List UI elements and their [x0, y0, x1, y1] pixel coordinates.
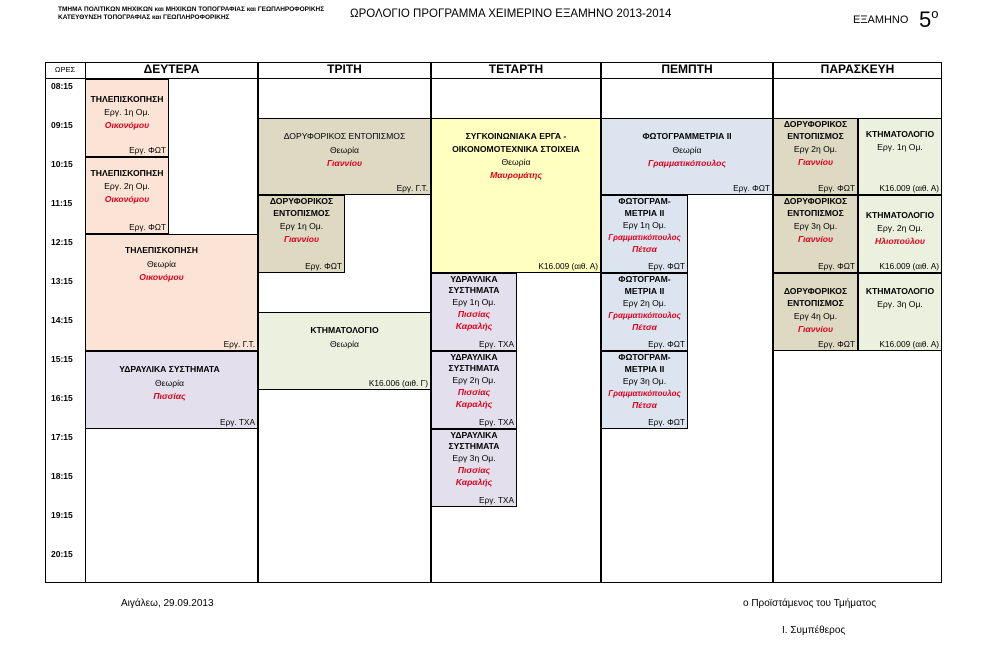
session-block	[258, 195, 345, 273]
session-block	[858, 195, 942, 273]
instructor-name: Μαυρομάτης	[490, 170, 542, 180]
instructor-name: Πέτσα	[632, 322, 657, 332]
instructor-name: Οικονόμου	[104, 194, 150, 204]
course-title-line-2: ΣΥΣΤΗΜΑΤΑ	[448, 363, 500, 373]
room-label: Εργ. Γ.Τ.	[396, 183, 428, 193]
department-header	[58, 6, 324, 22]
instructor-name: Γιαννίου	[797, 324, 834, 334]
room-label: Κ16.009 (αιθ. Α)	[538, 261, 598, 271]
instructor-name: Γιαννίου	[283, 234, 320, 244]
instructor-name: Πισσίας	[457, 309, 491, 319]
day-header-tuesday: ΤΡΙΤΗ	[327, 62, 362, 76]
course-title-line-2: ΣΥΣΤΗΜΑΤΑ	[448, 285, 500, 295]
department-line-2: ΚΑΤΕΥΘΥΝΣΗ ΤΟΠΟΓΡΑΦΙΑΣ και ΓΕΩΠΛΗΡΟΦΟΡΙΚΗΣ	[58, 14, 230, 21]
signatory-role: ο Προϊστάμενος του Τμήματος	[743, 598, 877, 609]
hour-label: 12:15	[51, 237, 73, 247]
session-block	[431, 273, 517, 351]
day-header-thursday: ΠΕΜΠΤΗ	[661, 62, 713, 76]
room-label: Εργ. ΦΩΤ	[733, 183, 770, 193]
hour-label: 10:15	[51, 159, 73, 169]
session-type: Εργ 3η Ομ.	[793, 221, 838, 231]
page-title: ΩΡΟΛΟΓΙΟ ΠΡΟΓΡΑΜΜΑ ΧΕΙΜΕΡΙΝΟ ΕΞΑΜΗΝΟ 2013-2014	[350, 8, 672, 20]
room-label: Εργ. ΦΩΤ	[129, 222, 166, 232]
semester-number	[919, 7, 938, 33]
room-label: Κ16.009 (αιθ. Α)	[879, 183, 939, 193]
hours-column-divider	[85, 62, 86, 583]
room-label: Εργ. ΦΩΤ	[648, 417, 685, 427]
course-title-line-1: ΦΩΤΟΓΡΑΜ-	[618, 352, 671, 362]
session-block	[858, 118, 942, 195]
course-title: ΤΗΛΕΠΙΣΚΟΠΗΣΗ	[90, 168, 164, 178]
day-header-monday: ΔΕΥΤΕΡΑ	[143, 62, 200, 76]
room-label: Εργ. ΦΩΤ	[648, 339, 685, 349]
course-title-line-2: ΜΕΤΡΙΑ ΙΙ	[624, 286, 665, 296]
hour-label: 18:15	[51, 471, 73, 481]
instructor-name: Καραλής	[455, 477, 493, 487]
session-block	[601, 273, 688, 351]
session-type: Θεωρία	[155, 378, 184, 388]
course-title-line-1: ΥΔΡΑΥΛΙΚΑ	[450, 352, 498, 362]
course-title-line-1: ΦΩΤΟΓΡΑΜ-	[618, 196, 671, 206]
session-type: Εργ. 1η Ομ.	[877, 142, 923, 152]
course-title-line-2: ΕΝΤΟΠΙΣΜΟΣ	[273, 208, 330, 218]
course-title: ΚΤΗΜΑΤΟΛΟΓΙΟ	[865, 286, 935, 296]
session-block	[258, 118, 431, 195]
hour-label: 11:15	[51, 198, 73, 208]
course-title-line-2: ΟΙΚΟΝΟΜΟΤΕΧΝΙΚΑ ΣΤΟΙΧΕΙΑ	[452, 144, 580, 154]
day-divider	[600, 62, 602, 583]
session-block	[773, 273, 858, 351]
hour-label: 20:15	[51, 549, 73, 559]
session-block	[85, 79, 169, 157]
session-type: Εργ 1η Ομ.	[622, 220, 667, 230]
session-block	[773, 195, 858, 273]
course-title-line-1: ΥΔΡΑΥΛΙΚΑ	[450, 274, 498, 284]
room-label: Εργ. ΤΧΑ	[479, 495, 514, 505]
instructor-name: Γραμματικόπουλος	[648, 158, 726, 168]
course-title-line-2: ΜΕΤΡΙΑ ΙΙ	[624, 364, 665, 374]
session-type: Εργ. 2η Ομ.	[104, 181, 150, 191]
instructor-name: Γιαννίου	[326, 158, 363, 168]
course-title-line-1: ΦΩΤΟΓΡΑΜ-	[618, 274, 671, 284]
session-block	[431, 429, 517, 507]
session-type: Εργ. 3η Ομ.	[877, 299, 923, 309]
instructor-name: Γιαννίου	[797, 157, 834, 167]
day-divider	[257, 62, 259, 583]
room-label: Εργ. ΦΩΤ	[818, 339, 855, 349]
session-type: Εργ. 2η Ομ.	[877, 223, 923, 233]
instructor-name: Γραμματικόπουλος	[608, 389, 681, 398]
room-label: Κ16.009 (αιθ. Α)	[879, 261, 939, 271]
instructor-name: Οικονόμου	[139, 272, 184, 282]
session-type: Εργ 2η Ομ.	[622, 298, 667, 308]
hour-label: 08:15	[51, 81, 73, 91]
course-title-line-1: ΔΟΡΥΦΟΡΙΚΟΣ	[269, 196, 334, 206]
session-block	[601, 195, 688, 273]
hour-label: 16:15	[51, 393, 73, 403]
instructor-name: Καραλής	[455, 321, 493, 331]
room-label: Εργ. ΦΩΤ	[305, 261, 342, 271]
session-type: Εργ 4η Ομ.	[793, 311, 838, 321]
session-type: Θεωρία	[147, 259, 176, 269]
course-title: ΚΤΗΜΑΤΟΛΟΓΙΟ	[865, 210, 935, 220]
room-label: Εργ. ΦΩΤ	[818, 183, 855, 193]
day-header-friday: ΠΑΡΑΣΚΕΥΗ	[820, 62, 895, 76]
instructor-name: Καραλής	[455, 399, 493, 409]
department-line-1: ΤΜΗΜΑ ΠΟΛΙΤΙΚΩΝ ΜΗΧΙΚΩΝ και ΜΗΧΙΚΩΝ ΤΟΠΟΓΡΑΦΙΑΣ και ΓΕΩΠΛΗΡΟΦΟΡΙΚΗΣ	[58, 6, 325, 13]
course-title-line-1: ΔΟΡΥΦΟΡΙΚΟΣ	[783, 286, 848, 296]
room-label: Εργ. ΤΧΑ	[479, 339, 514, 349]
course-title-line-1: ΣΥΓΚΟΙΝΩΝΙΑΚΑ ΕΡΓΑ -	[465, 131, 567, 141]
room-label: Κ16.006 (αιθ. Γ)	[368, 378, 428, 388]
grid-header-line	[45, 78, 942, 79]
course-title: ΤΗΛΕΠΙΣΚΟΠΗΣΗ	[90, 94, 164, 104]
hour-label: 14:15	[51, 315, 73, 325]
course-title-line-2: ΕΝΤΟΠΙΣΜΟΣ	[787, 298, 844, 308]
room-label: Εργ. Γ.Τ.	[223, 339, 255, 349]
course-title-line-2: ΣΥΣΤΗΜΑΤΑ	[448, 441, 500, 451]
instructor-name: Οικονόμου	[104, 120, 150, 130]
instructor-name: Γιαννίου	[797, 234, 834, 244]
course-title-line-2: ΜΕΤΡΙΑ ΙΙ	[624, 208, 665, 218]
grid-border-right	[941, 62, 942, 583]
semester-label: ΕΞΑΜΗΝΟ	[853, 14, 909, 26]
semester-digit: 5	[919, 7, 932, 32]
session-block	[858, 273, 942, 351]
instructor-name: Πέτσα	[632, 400, 657, 410]
room-label: Εργ. ΦΩΤ	[818, 261, 855, 271]
instructor-name: Ηλιοπούλου	[875, 236, 925, 246]
course-title: ΚΤΗΜΑΤΟΛΟΓΙΟ	[310, 325, 379, 335]
room-label: Κ16.009 (αιθ. Α)	[879, 339, 939, 349]
day-divider	[772, 62, 774, 583]
course-title-line-1: ΔΟΡΥΦΟΡΙΚΟΣ	[783, 196, 848, 206]
room-label: Εργ. ΦΩΤ	[129, 145, 166, 155]
session-type: Εργ. 1η Ομ.	[104, 107, 150, 117]
hour-label: 15:15	[51, 354, 73, 364]
hours-column-header: ΩΡΕΣ	[54, 65, 76, 74]
hour-label: 09:15	[51, 120, 73, 130]
grid-border-left	[45, 62, 46, 583]
timetable-grid	[45, 62, 942, 583]
instructor-name: Γραμματικόπουλος	[608, 311, 681, 320]
day-divider	[430, 62, 432, 583]
session-block	[431, 118, 601, 273]
grid-border-bottom	[45, 582, 942, 583]
course-title: ΥΔΡΑΥΛΙΚΑ ΣΥΣΤΗΜΑΤΑ	[119, 364, 220, 374]
course-title: ΤΗΛΕΠΙΣΚΟΠΗΣΗ	[125, 245, 198, 255]
course-title-line-2: ΕΝΤΟΠΙΣΜΟΣ	[787, 131, 844, 141]
session-type: Εργ 2η Ομ.	[452, 375, 496, 385]
session-block	[601, 351, 688, 429]
session-type: Εργ 1η Ομ.	[452, 297, 496, 307]
instructor-name: Πέτσα	[632, 244, 657, 254]
session-type: Θεωρία	[330, 145, 359, 155]
session-block	[258, 312, 431, 390]
course-title: ΔΟΡΥΦΟΡΙΚΟΣ ΕΝΤΟΠΙΣΜΟΣ	[283, 131, 406, 141]
room-label: Εργ. ΤΧΑ	[479, 417, 514, 427]
course-title-line-1: ΔΟΡΥΦΟΡΙΚΟΣ	[783, 119, 848, 129]
instructor-name: Πισσίας	[153, 391, 186, 401]
course-title: ΦΩΤΟΓΡΑΜΜΕΤΡΙΑ ΙΙ	[642, 131, 732, 141]
session-type: Θεωρία	[672, 145, 702, 155]
date-place: Αιγάλεω, 29.09.2013	[121, 598, 214, 609]
hour-label: 17:15	[51, 432, 73, 442]
session-block	[773, 118, 858, 195]
instructor-name: Πισσίας	[457, 465, 491, 475]
session-type: Εργ 1η Ομ.	[279, 221, 324, 231]
room-label: Εργ. ΤΧΑ	[220, 417, 255, 427]
semester-ordinal: ο	[931, 6, 939, 21]
day-header-wednesday: ΤΕΤΑΡΤΗ	[488, 62, 544, 76]
session-type: Εργ 2η Ομ.	[793, 144, 838, 154]
course-title: ΚΤΗΜΑΤΟΛΟΓΙΟ	[865, 129, 935, 139]
hour-label: 13:15	[51, 276, 73, 286]
session-type: Θεωρία	[330, 339, 359, 349]
course-title-line-1: ΥΔΡΑΥΛΙΚΑ	[450, 430, 498, 440]
session-block	[85, 157, 169, 234]
instructor-name: Πισσίας	[457, 387, 491, 397]
session-type: Θεωρία	[501, 157, 531, 167]
instructor-name: Γραμματικόπουλος	[608, 233, 681, 242]
room-label: Εργ. ΦΩΤ	[648, 261, 685, 271]
session-type: Εργ 3η Ομ.	[622, 376, 667, 386]
hour-label: 19:15	[51, 510, 73, 520]
session-block	[431, 351, 517, 429]
session-block	[85, 351, 258, 429]
signatory-name: Ι. Συμπέθερος	[782, 625, 846, 636]
session-block	[601, 118, 773, 195]
session-block	[85, 234, 258, 351]
course-title-line-2: ΕΝΤΟΠΙΣΜΟΣ	[787, 208, 844, 218]
session-type: Εργ 3η Ομ.	[452, 453, 496, 463]
